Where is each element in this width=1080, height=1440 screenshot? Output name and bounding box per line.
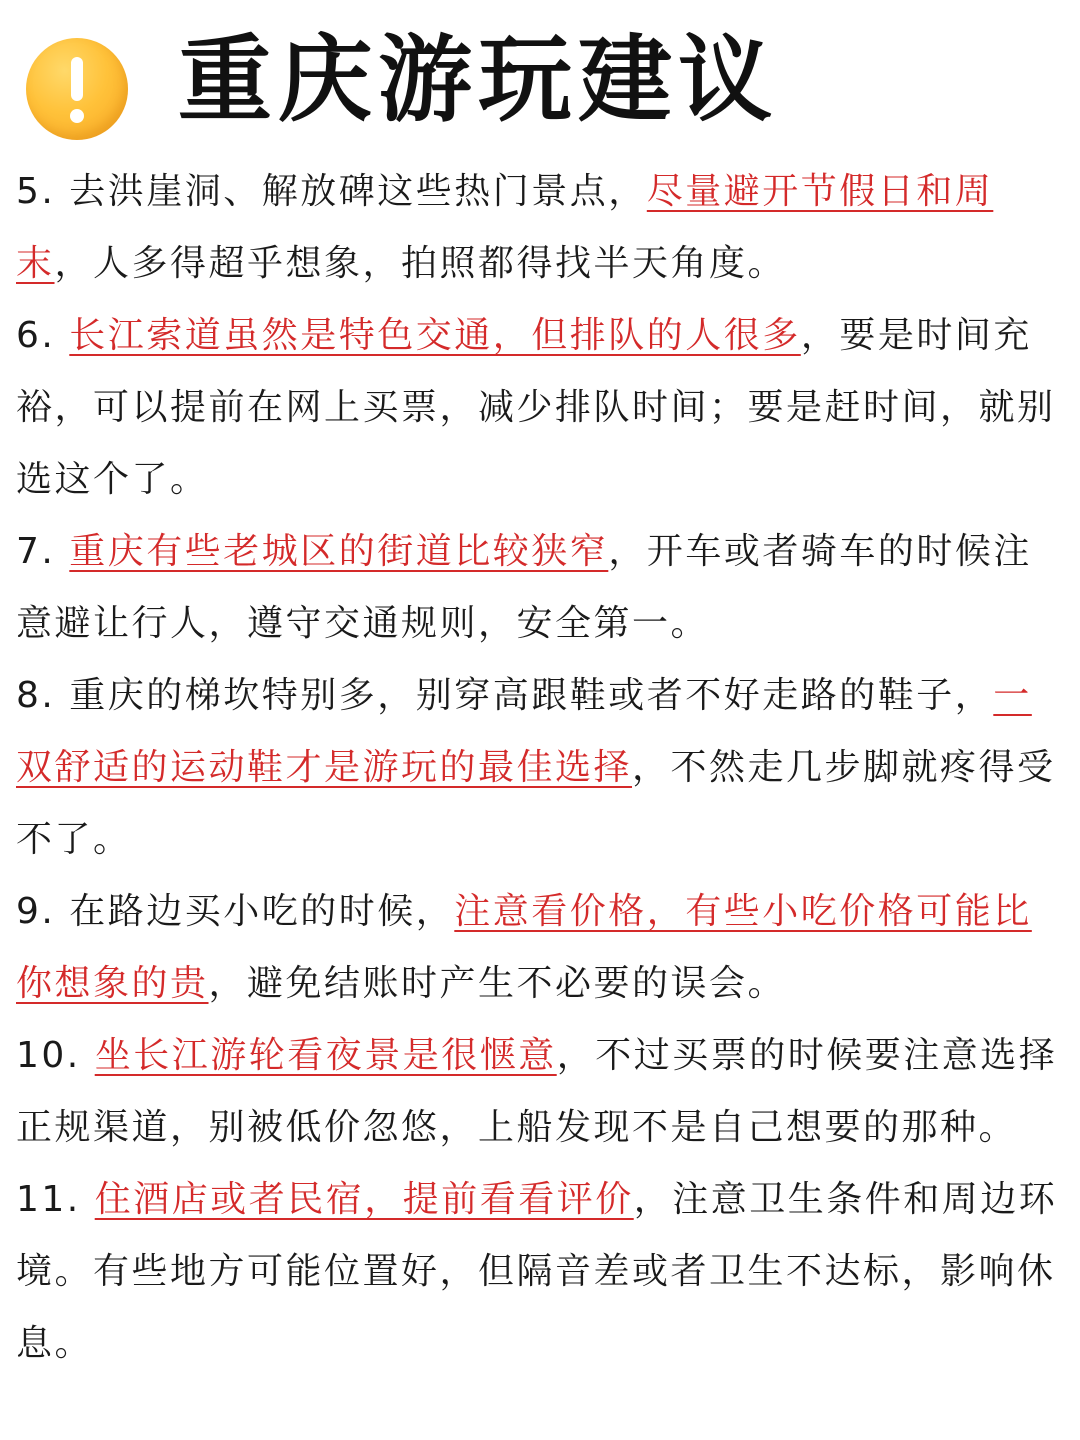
exclamation-dot — [70, 109, 84, 123]
tip-5 — [16, 156, 1068, 300]
tip-10 — [16, 1020, 1068, 1164]
tip-highlight: 尽量避开节假日和周末 — [16, 171, 994, 284]
tip-text: 5. 去洪崖洞、解放碑这些热门景点， — [16, 171, 647, 212]
tip-highlight: 住酒店或者民宿，提前看看评价 — [94, 1179, 634, 1220]
tip-text: ，不然走几步脚就疼得受不了。 — [16, 747, 1056, 860]
tip-highlight: 长江索道虽然是特色交通，但排队的人很多 — [69, 315, 801, 356]
tip-text: ，避免结账时产生不必要的误会。 — [208, 963, 787, 1004]
tip-text: 8. 重庆的梯坎特别多，别穿高跟鞋或者不好走路的鞋子， — [16, 675, 994, 716]
tip-text: 7. — [16, 531, 70, 572]
tip-text: ，人多得超乎想象，拍照都得找半天角度。 — [54, 243, 787, 284]
tip-text: ，注意卫生条件和周边环境。有些地方可能位置好，但隔音差或者卫生不达标，影响休息。 — [16, 1179, 1058, 1364]
tip-highlight: 重庆有些老城区的街道比较狭窄 — [69, 531, 609, 572]
tip-highlight: 一双舒适的运动鞋才是游玩的最佳选择 — [16, 675, 1032, 788]
tip-text: ，不过买票的时候要注意选择正规渠道，别被低价忽悠，上船发现不是自己想要的那种。 — [16, 1035, 1058, 1148]
tip-text: 10. — [16, 1035, 95, 1076]
tip-6 — [16, 300, 1068, 516]
tip-text: ，要是时间充裕，可以提前在网上买票，减少排队时间；要是赶时间，就别选这个了。 — [16, 315, 1056, 500]
warning-exclamation-icon — [26, 38, 128, 140]
tip-highlight: 注意看价格，有些小吃价格可能比你想象的贵 — [16, 891, 1032, 1004]
tip-9 — [16, 876, 1068, 1020]
tip-8 — [16, 660, 1068, 876]
tip-highlight: 坐长江游轮看夜景是很惬意 — [94, 1035, 557, 1076]
page-title: 重庆游玩建议 — [178, 26, 779, 135]
exclamation-bar — [71, 57, 83, 101]
tip-text: 6. — [16, 315, 70, 356]
tips-list — [16, 156, 1068, 1380]
tip-text: 9. 在路边买小吃的时候， — [16, 891, 455, 932]
tip-11 — [16, 1164, 1068, 1380]
tip-text: 11. — [16, 1179, 95, 1220]
tip-7 — [16, 516, 1068, 660]
header — [0, 0, 1080, 160]
tip-text: ，开车或者骑车的时候注意避让行人，遵守交通规则，安全第一。 — [16, 531, 1032, 644]
